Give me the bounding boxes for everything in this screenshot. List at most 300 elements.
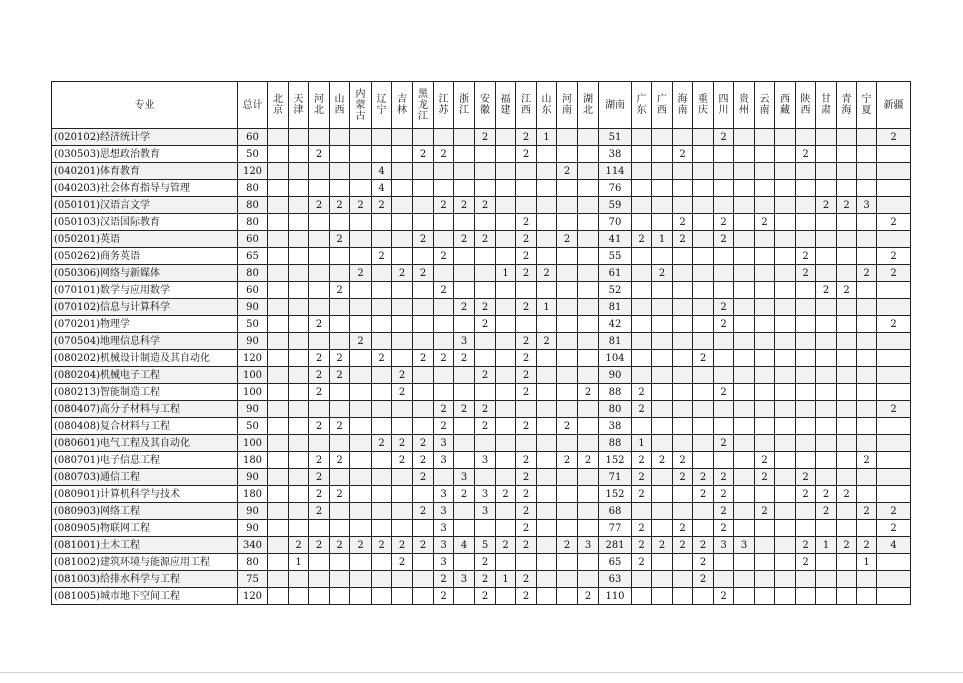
- quota-cell: [857, 435, 877, 452]
- quota-cell: [309, 163, 330, 180]
- quota-cell: 2: [350, 333, 372, 350]
- quota-cell: 2: [796, 146, 816, 163]
- quota-cell: [652, 588, 673, 605]
- quota-cell: [330, 588, 350, 605]
- total-cell: 90: [238, 333, 268, 350]
- quota-cell: [557, 214, 578, 231]
- quota-cell: [289, 588, 309, 605]
- major-name-cell: (081001)土木工程: [52, 537, 238, 554]
- quota-cell: 3: [434, 554, 454, 571]
- quota-cell: [877, 486, 911, 503]
- quota-cell: [516, 163, 537, 180]
- quota-cell: 2: [516, 384, 537, 401]
- quota-cell: 2: [673, 452, 693, 469]
- quota-cell: [516, 316, 537, 333]
- quota-cell: 2: [309, 503, 330, 520]
- quota-cell: 2: [330, 486, 350, 503]
- quota-cell: [330, 146, 350, 163]
- quota-cell: [816, 333, 837, 350]
- quota-cell: 81: [599, 299, 632, 316]
- quota-cell: 2: [516, 265, 537, 282]
- quota-cell: [775, 231, 796, 248]
- quota-cell: [734, 316, 755, 333]
- quota-cell: 2: [475, 197, 496, 214]
- quota-cell: [652, 486, 673, 503]
- quota-cell: 2: [714, 486, 734, 503]
- quota-cell: [775, 520, 796, 537]
- quota-cell: 3: [434, 520, 454, 537]
- quota-cell: [816, 384, 837, 401]
- quota-cell: [837, 503, 857, 520]
- quota-cell: [837, 588, 857, 605]
- quota-cell: 2: [330, 231, 350, 248]
- table-row: [52, 520, 911, 537]
- quota-cell: [330, 384, 350, 401]
- quota-cell: [837, 248, 857, 265]
- quota-cell: [796, 435, 816, 452]
- table-row: [52, 163, 911, 180]
- quota-cell: [454, 384, 475, 401]
- quota-cell: [557, 401, 578, 418]
- quota-cell: 2: [714, 469, 734, 486]
- quota-cell: [330, 265, 350, 282]
- quota-cell: 2: [475, 231, 496, 248]
- quota-cell: [837, 350, 857, 367]
- quota-cell: [857, 367, 877, 384]
- column-header-region: [734, 82, 755, 129]
- quota-cell: [734, 486, 755, 503]
- quota-cell: 2: [413, 265, 434, 282]
- quota-cell: [816, 350, 837, 367]
- column-header-region: [413, 82, 434, 129]
- total-cell: 50: [238, 418, 268, 435]
- quota-cell: [632, 146, 652, 163]
- quota-cell: [268, 214, 289, 231]
- quota-cell: [714, 197, 734, 214]
- quota-cell: [857, 282, 877, 299]
- column-header-text: 福 建: [500, 94, 511, 116]
- quota-cell: 2: [578, 384, 599, 401]
- quota-cell: 2: [673, 520, 693, 537]
- quota-cell: [673, 401, 693, 418]
- quota-cell: [413, 214, 434, 231]
- quota-cell: [330, 163, 350, 180]
- quota-cell: [578, 180, 599, 197]
- quota-cell: [775, 180, 796, 197]
- quota-cell: [557, 367, 578, 384]
- quota-cell: [268, 231, 289, 248]
- quota-cell: [268, 350, 289, 367]
- quota-cell: [578, 554, 599, 571]
- quota-cell: [877, 571, 911, 588]
- total-cell: 100: [238, 384, 268, 401]
- quota-cell: [289, 367, 309, 384]
- quota-cell: [734, 418, 755, 435]
- quota-cell: [816, 418, 837, 435]
- quota-cell: [557, 350, 578, 367]
- quota-cell: 51: [599, 129, 632, 146]
- quota-cell: [268, 333, 289, 350]
- quota-cell: [557, 520, 578, 537]
- quota-cell: [434, 384, 454, 401]
- quota-cell: [673, 248, 693, 265]
- quota-cell: [350, 163, 372, 180]
- quota-cell: 2: [877, 248, 911, 265]
- column-header-region: [289, 82, 309, 129]
- column-header-text: 安 徽: [480, 94, 490, 116]
- quota-cell: 2: [837, 197, 857, 214]
- quota-cell: [268, 486, 289, 503]
- quota-cell: 3: [714, 537, 734, 554]
- quota-cell: [816, 469, 837, 486]
- quota-cell: [755, 486, 775, 503]
- quota-cell: 2: [309, 452, 330, 469]
- total-cell: 80: [238, 180, 268, 197]
- quota-cell: 2: [632, 520, 652, 537]
- quota-cell: [413, 384, 434, 401]
- column-header-region: [454, 82, 475, 129]
- quota-cell: [372, 588, 392, 605]
- quota-cell: [496, 231, 516, 248]
- quota-cell: [268, 384, 289, 401]
- quota-cell: [796, 214, 816, 231]
- quota-cell: [857, 129, 877, 146]
- column-header-region: [578, 82, 599, 129]
- quota-cell: [816, 588, 837, 605]
- quota-cell: [816, 248, 837, 265]
- quota-cell: [775, 418, 796, 435]
- quota-cell: 2: [309, 469, 330, 486]
- quota-cell: [857, 299, 877, 316]
- quota-cell: 2: [632, 554, 652, 571]
- quota-cell: [392, 231, 413, 248]
- total-cell: 80: [238, 197, 268, 214]
- quota-cell: 2: [652, 537, 673, 554]
- quota-cell: [693, 129, 714, 146]
- quota-cell: [652, 299, 673, 316]
- column-header-region: [857, 82, 877, 129]
- column-header-region: [652, 82, 673, 129]
- quota-cell: 2: [557, 163, 578, 180]
- quota-cell: 2: [537, 265, 557, 282]
- quota-cell: [693, 248, 714, 265]
- quota-cell: [289, 248, 309, 265]
- total-cell: 50: [238, 146, 268, 163]
- quota-cell: 1: [289, 554, 309, 571]
- quota-cell: [268, 248, 289, 265]
- quota-cell: [755, 384, 775, 401]
- quota-cell: 2: [434, 350, 454, 367]
- quota-cell: [796, 401, 816, 418]
- quota-cell: [652, 129, 673, 146]
- quota-cell: [837, 316, 857, 333]
- quota-cell: 2: [475, 401, 496, 418]
- quota-cell: [434, 316, 454, 333]
- quota-cell: 2: [434, 401, 454, 418]
- quota-cell: [309, 571, 330, 588]
- quota-cell: [537, 435, 557, 452]
- quota-cell: [454, 554, 475, 571]
- quota-cell: [816, 554, 837, 571]
- quota-cell: [775, 384, 796, 401]
- quota-cell: 2: [693, 350, 714, 367]
- quota-cell: 2: [330, 452, 350, 469]
- quota-cell: [734, 554, 755, 571]
- quota-cell: [755, 571, 775, 588]
- quota-cell: [673, 350, 693, 367]
- quota-cell: [734, 469, 755, 486]
- quota-cell: 2: [693, 554, 714, 571]
- table-row: [52, 554, 911, 571]
- quota-cell: 2: [652, 452, 673, 469]
- quota-cell: [837, 180, 857, 197]
- quota-cell: 114: [599, 163, 632, 180]
- total-cell: 340: [238, 537, 268, 554]
- quota-cell: [537, 214, 557, 231]
- quota-cell: [392, 197, 413, 214]
- quota-cell: [392, 180, 413, 197]
- quota-cell: 2: [877, 401, 911, 418]
- quota-cell: [289, 503, 309, 520]
- column-header-text: 辽 宁: [376, 94, 387, 116]
- quota-cell: [309, 129, 330, 146]
- quota-cell: [714, 418, 734, 435]
- quota-cell: 1: [537, 299, 557, 316]
- quota-cell: [392, 486, 413, 503]
- quota-cell: [537, 520, 557, 537]
- quota-cell: [857, 401, 877, 418]
- quota-cell: [578, 316, 599, 333]
- quota-cell: [392, 248, 413, 265]
- total-cell: 60: [238, 231, 268, 248]
- quota-cell: [557, 333, 578, 350]
- quota-cell: [632, 350, 652, 367]
- quota-cell: [392, 503, 413, 520]
- column-header-region: [775, 82, 796, 129]
- column-header-text: 北 京: [273, 94, 283, 116]
- quota-cell: [837, 469, 857, 486]
- quota-cell: [289, 129, 309, 146]
- table-row: [52, 469, 911, 486]
- quota-cell: 2: [857, 265, 877, 282]
- quota-cell: [537, 588, 557, 605]
- quota-cell: [289, 163, 309, 180]
- quota-cell: 63: [599, 571, 632, 588]
- quota-cell: 2: [454, 401, 475, 418]
- quota-cell: [652, 435, 673, 452]
- quota-cell: [796, 520, 816, 537]
- quota-cell: [857, 384, 877, 401]
- quota-cell: [372, 452, 392, 469]
- quota-cell: [434, 299, 454, 316]
- quota-cell: [330, 554, 350, 571]
- quota-cell: 4: [877, 537, 911, 554]
- quota-cell: [537, 248, 557, 265]
- quota-cell: [496, 146, 516, 163]
- quota-cell: 2: [816, 486, 837, 503]
- quota-cell: [755, 333, 775, 350]
- quota-cell: [496, 469, 516, 486]
- quota-cell: [837, 520, 857, 537]
- quota-cell: [350, 350, 372, 367]
- quota-cell: 2: [837, 282, 857, 299]
- quota-cell: 2: [475, 588, 496, 605]
- quota-cell: [877, 367, 911, 384]
- quota-cell: 2: [714, 231, 734, 248]
- column-header-region: [372, 82, 392, 129]
- quota-cell: [475, 265, 496, 282]
- quota-cell: [392, 333, 413, 350]
- quota-cell: [372, 503, 392, 520]
- quota-cell: [289, 469, 309, 486]
- quota-cell: [454, 146, 475, 163]
- quota-cell: [496, 520, 516, 537]
- quota-cell: 2: [454, 486, 475, 503]
- quota-cell: [837, 452, 857, 469]
- quota-cell: 2: [516, 520, 537, 537]
- total-cell: 120: [238, 163, 268, 180]
- quota-cell: 2: [309, 316, 330, 333]
- quota-cell: [837, 435, 857, 452]
- quota-cell: 2: [816, 503, 837, 520]
- major-name-cell: (080213)智能制造工程: [52, 384, 238, 401]
- quota-cell: [632, 418, 652, 435]
- quota-cell: 61: [599, 265, 632, 282]
- quota-cell: [372, 384, 392, 401]
- quota-cell: [877, 435, 911, 452]
- column-header-text: 湖 北: [583, 94, 593, 116]
- table-row: [52, 418, 911, 435]
- quota-cell: 2: [557, 537, 578, 554]
- major-name-cell: (030503)思想政治教育: [52, 146, 238, 163]
- quota-cell: 4: [454, 537, 475, 554]
- quota-cell: [330, 435, 350, 452]
- quota-cell: [837, 418, 857, 435]
- quota-cell: [434, 214, 454, 231]
- quota-cell: [392, 571, 413, 588]
- quota-cell: [372, 520, 392, 537]
- quota-cell: [714, 333, 734, 350]
- quota-cell: [537, 231, 557, 248]
- quota-cell: [837, 367, 857, 384]
- column-header-region: [632, 82, 652, 129]
- quota-cell: 42: [599, 316, 632, 333]
- quota-cell: [632, 503, 652, 520]
- quota-cell: [330, 248, 350, 265]
- quota-cell: [837, 231, 857, 248]
- quota-cell: [877, 231, 911, 248]
- quota-cell: [475, 282, 496, 299]
- column-header-region: [392, 82, 413, 129]
- quota-cell: [434, 265, 454, 282]
- quota-cell: [516, 197, 537, 214]
- table-row: [52, 367, 911, 384]
- quota-cell: [693, 197, 714, 214]
- quota-cell: 2: [796, 248, 816, 265]
- table-row: [52, 146, 911, 163]
- quota-cell: [350, 486, 372, 503]
- quota-cell: [496, 435, 516, 452]
- quota-cell: [837, 384, 857, 401]
- quota-cell: 1: [816, 537, 837, 554]
- quota-cell: [557, 503, 578, 520]
- quota-cell: 2: [714, 299, 734, 316]
- quota-cell: [857, 571, 877, 588]
- quota-cell: [755, 350, 775, 367]
- table-row: [52, 231, 911, 248]
- quota-cell: 2: [475, 571, 496, 588]
- quota-cell: [330, 333, 350, 350]
- quota-cell: [537, 367, 557, 384]
- quota-cell: 281: [599, 537, 632, 554]
- quota-cell: [413, 571, 434, 588]
- quota-cell: [350, 401, 372, 418]
- quota-cell: [578, 333, 599, 350]
- quota-cell: [693, 299, 714, 316]
- quota-cell: [734, 146, 755, 163]
- quota-cell: [268, 537, 289, 554]
- major-name-cell: (070102)信息与计算科学: [52, 299, 238, 316]
- quota-cell: [578, 520, 599, 537]
- table-row: [52, 571, 911, 588]
- quota-cell: [309, 180, 330, 197]
- quota-cell: [350, 418, 372, 435]
- quota-cell: [330, 129, 350, 146]
- quota-cell: 2: [434, 588, 454, 605]
- quota-cell: [557, 316, 578, 333]
- column-header-region: [268, 82, 289, 129]
- column-header-text: 天 津: [293, 94, 304, 116]
- quota-cell: [289, 197, 309, 214]
- quota-cell: [268, 146, 289, 163]
- quota-cell: [816, 180, 837, 197]
- quota-cell: [372, 146, 392, 163]
- total-cell: 80: [238, 214, 268, 231]
- total-cell: 100: [238, 435, 268, 452]
- table-row: [52, 180, 911, 197]
- quota-cell: [578, 435, 599, 452]
- quota-cell: [475, 163, 496, 180]
- quota-cell: [734, 367, 755, 384]
- quota-cell: [734, 282, 755, 299]
- quota-cell: [693, 333, 714, 350]
- quota-cell: [496, 282, 516, 299]
- quota-cell: [693, 316, 714, 333]
- quota-cell: [557, 554, 578, 571]
- table-row: [52, 316, 911, 333]
- quota-cell: [632, 214, 652, 231]
- quota-cell: [475, 384, 496, 401]
- quota-cell: 2: [392, 537, 413, 554]
- quota-cell: [392, 282, 413, 299]
- table-row: [52, 486, 911, 503]
- column-header-region: [496, 82, 516, 129]
- quota-cell: [350, 367, 372, 384]
- quota-cell: [837, 214, 857, 231]
- quota-cell: [413, 367, 434, 384]
- quota-cell: 2: [632, 537, 652, 554]
- quota-cell: [714, 367, 734, 384]
- quota-cell: 2: [673, 146, 693, 163]
- quota-cell: [775, 214, 796, 231]
- quota-cell: [578, 248, 599, 265]
- quota-cell: [309, 214, 330, 231]
- quota-cell: [775, 316, 796, 333]
- quota-cell: [837, 333, 857, 350]
- quota-cell: [413, 588, 434, 605]
- column-header-text: 江 苏: [438, 94, 449, 116]
- major-name-cell: (080905)物联网工程: [52, 520, 238, 537]
